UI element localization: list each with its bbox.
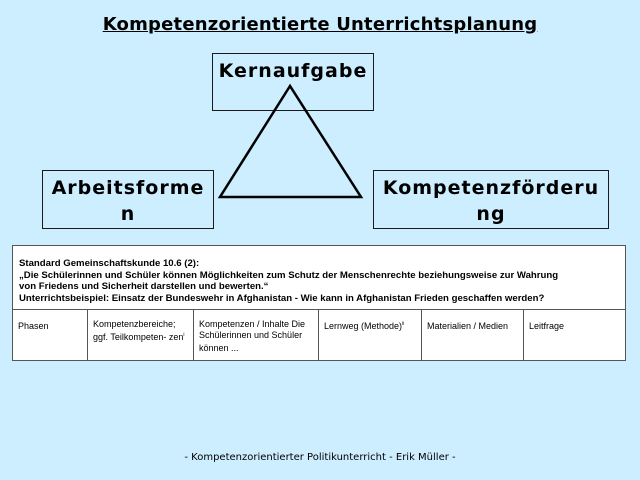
- standard-block: [13, 246, 625, 310]
- column-header-materialien: Materialien / Medien: [422, 310, 524, 360]
- kernaufgabe-box: Kernaufgabe: [212, 53, 374, 111]
- standard-line: „Die Schülerinnen und Schüler können Möglichkeiten zum Schutz der Menschenrechte beziehungsweise zur Wahrung: [19, 269, 559, 281]
- standard-line: von Friedens und Sicherheit darstellen und bewerten.“: [19, 281, 269, 292]
- slide-footer: - Kompetenzorientierter Politikunterricht - Erik Müller -: [184, 452, 456, 463]
- column-header-kompetenzbereiche: Kompetenzbereiche; ggf. Teilkompeten- zen$^i$: [88, 310, 194, 360]
- column-header-kompetenzen: Kompetenzen / Inhalte Die Schülerinnen und Schüler können ...: [194, 310, 319, 360]
- planning-table: [12, 245, 626, 361]
- slide-title: Kompetenzorientierte Unterrichtsplanung: [102, 14, 538, 35]
- kompetenzfoerderung-box: Kompetenzförderung: [373, 170, 609, 229]
- column-header-phasen: Phasen: [13, 310, 88, 360]
- standard-line: Standard Gemeinschaftskunde 10.6 (2):: [19, 258, 200, 269]
- arbeitsformen-box: Arbeitsformen: [42, 170, 214, 229]
- column-header-lernweg: Lernweg (Methode)$^{ii}$: [319, 310, 422, 360]
- table-header-row: [13, 310, 625, 360]
- standard-line: Unterrichtsbeispiel: Einsatz der Bundeswehr in Afghanistan - Wie kann in Afghanistan Frieden geschaffen werden?: [19, 292, 545, 304]
- column-header-leitfrage: Leitfrage: [529, 321, 565, 331]
